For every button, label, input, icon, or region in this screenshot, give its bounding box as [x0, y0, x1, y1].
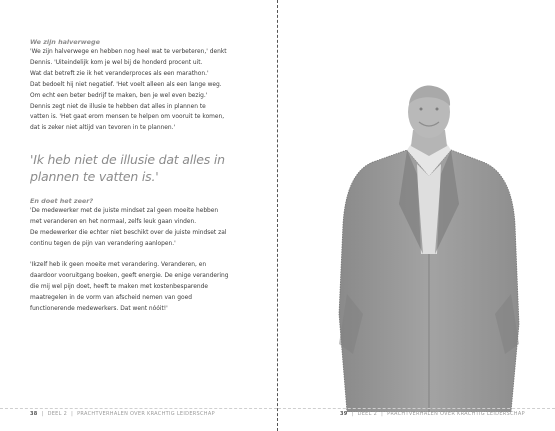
paragraph-mindset [30, 206, 262, 250]
page-number: 39 [340, 411, 348, 417]
text-line: die mij wel pijn doet, heeft te maken met kostenbesparende [30, 283, 208, 290]
right-page [278, 0, 555, 431]
text-line: dat is zeker niet altijd van tevoren in te plannen.' [30, 125, 176, 132]
page-number: 38 [30, 411, 38, 417]
text-line: Om echt een beter bedrijf te maken, ben je wel even bezig.' [30, 92, 208, 99]
text-line: Wat dat betreft zie ik het veranderproces als een marathon.' [30, 70, 209, 77]
paragraph-verandering [30, 260, 262, 315]
footer-rule [278, 408, 555, 409]
section-heading-doet-het-zeer: En doet het zeer? [30, 197, 94, 206]
text-line: Dennis zegt niet de illusie te hebben dat alles in plannen te [30, 103, 206, 110]
section-heading-halverwege: We zijn halverwege [30, 38, 100, 46]
footer-title: PRACHTVERHALEN OVER KRACHTIG LEIDERSCHAP [77, 411, 215, 417]
text-line: functionerende medewerkers. Dat went nóóit!' [30, 305, 168, 312]
text-line: De medewerker die echter niet beschikt over de juiste mindset zal [30, 230, 227, 237]
text-line: 'De medewerker met de juiste mindset zal geen moeite hebben [30, 208, 219, 215]
text-line: Dat bedoelt hij niet negatief. 'Het voelt alleen als een lange weg. [30, 81, 222, 88]
footer-part: DEEL 2 [47, 411, 68, 417]
footer-rule [0, 408, 277, 409]
text-line: continu tegen de pijn van verandering aanlopen.' [30, 240, 176, 247]
footer-title: PRACHTVERHALEN OVER KRACHTIG LEIDERSCHAP [387, 411, 525, 417]
text-line: daardoor vooruitgang boeken, geeft energie. De enige verandering [30, 272, 229, 279]
text-line: maatregelen in de vorm van afscheid nemen van goed [30, 294, 192, 301]
text-line: met veranderen en het normaal, zelfs leuk gaan vinden. [30, 219, 197, 226]
paragraph-halverwege [30, 47, 262, 134]
pull-quote-line: plannen te vatten is.' [30, 169, 159, 185]
pull-quote-line: 'Ik heb niet de illusie dat alles in [30, 152, 225, 168]
page-footer-right: 39 | DEEL 2 | PRACHTVERHALEN OVER KRACHTIG LEIDERSCHAP [340, 411, 525, 417]
page-footer-left: 38 | DEEL 2 | PRACHTVERHALEN OVER KRACHTIG LEIDERSCHAP [30, 411, 215, 417]
pull-quote [30, 151, 262, 185]
text-line: vatten is. 'Het gaat erom mensen te helpen om vooruit te komen, [30, 114, 225, 121]
portrait-photo [333, 84, 525, 412]
text-line: 'Ikzelf heb ik geen moeite met verandering. Veranderen, en [30, 261, 207, 268]
article-body [30, 38, 262, 314]
text-line: Dennis. 'Uiteindelijk kom je wel bij de honderd procent uit. [30, 59, 203, 66]
footer-part: DEEL 2 [357, 411, 378, 417]
left-page [0, 0, 277, 431]
text-line: 'We zijn halverwege en hebben nog heel wat te verbeteren,' denkt [30, 49, 227, 55]
